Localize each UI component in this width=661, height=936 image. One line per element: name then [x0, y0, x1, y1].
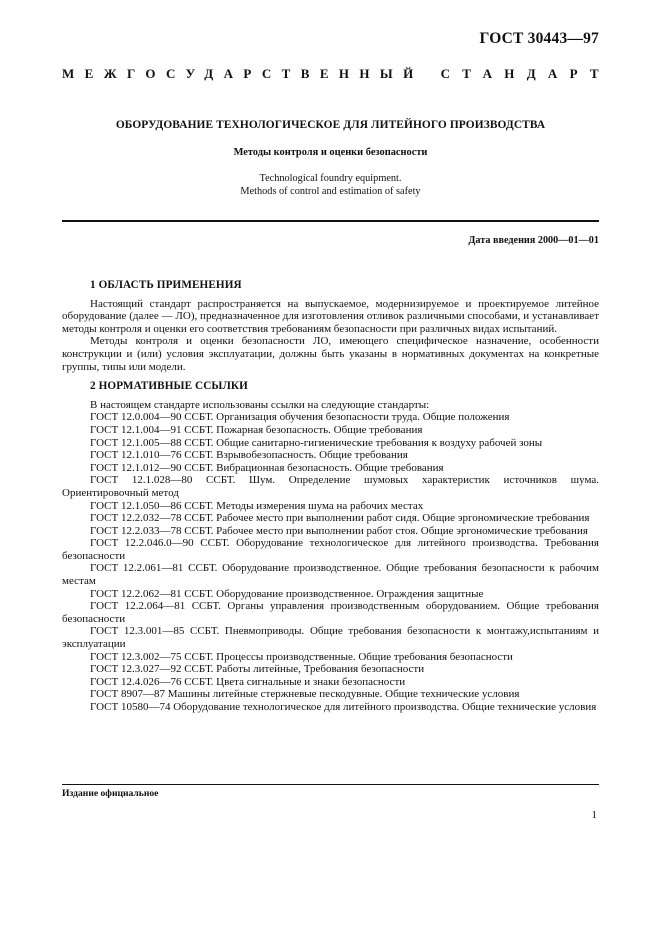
reference-item: ГОСТ 12.1.028—80 ССБТ. Шум. Определение шумовых характеристик источников шума. Ориентировочный метод — [62, 474, 599, 499]
standard-code: ГОСТ 30443—97 — [479, 30, 599, 47]
header-divider — [62, 220, 599, 222]
reference-item: ГОСТ 12.3.002—75 ССБТ. Процессы производственные. Общие требования безопасности — [90, 650, 513, 663]
banner-word-standard: СТАНДАРТ — [440, 66, 611, 81]
reference-item: ГОСТ 12.1.050—86 ССБТ. Методы измерения шума на рабочих местах — [90, 499, 424, 512]
reference-item: ГОСТ 12.0.004—90 ССБТ. Организация обучения безопасности труда. Общие положения — [90, 411, 510, 424]
english-title-line-1: Technological foundry equipment. — [259, 173, 402, 184]
english-title — [62, 172, 599, 198]
document-subtitle: Методы контроля и оценки безопасности — [233, 147, 428, 158]
reference-list — [62, 411, 599, 713]
reference-item: ГОСТ 8907—87 Машины литейные стержневые пескодувные. Общие технические условия — [90, 688, 520, 701]
reference-item: ГОСТ 10580—74 Оборудование технологическое для литейного производства. Общие технические условия — [90, 701, 597, 713]
reference-item: ГОСТ 12.1.010—76 ССБТ. Взрывобезопасность. Общие требования — [90, 449, 408, 462]
document-title: ОБОРУДОВАНИЕ ТЕХНОЛОГИЧЕСКОЕ ДЛЯ ЛИТЕЙНОГО ПРОИЗВОДСТВА — [115, 119, 546, 131]
footer-divider — [62, 784, 599, 785]
reference-item: ГОСТ 12.2.064—81 ССБТ. Органы управления производственным оборудованием. Общие требования безопасности — [62, 600, 599, 625]
section-1-paragraph-1: Настоящий стандарт распространяется на выпускаемое, модернизируемое и проектируемое литейное оборудование (далее — ЛО), предназначенное для изготовления отливок различными способами, и устанавливает методы контроля и оценки его соответствия требованиям безопасности при различных видах испытаний. — [62, 297, 599, 335]
page-number: 1 — [591, 809, 597, 821]
reference-item: ГОСТ 12.1.012—90 ССБТ. Вибрационная безопасность. Общие требования — [90, 461, 444, 474]
reference-item: ГОСТ 12.2.033—78 ССБТ. Рабочее место при выполнении работ стоя. Общие эргономические требования — [90, 524, 588, 537]
reference-item: ГОСТ 12.3.027—92 ССБТ. Работы литейные, Требования безопасности — [90, 663, 425, 676]
document-body — [62, 279, 599, 714]
reference-item: ГОСТ 12.3.001—85 ССБТ. Пневмоприводы. Общие требования безопасности к монтажу,испытаниям и эксплуатации — [62, 625, 599, 651]
section-1-paragraph-2: Методы контроля и оценки безопасности ЛО, имеющего специфическое назначение, особенности конструкции и (или) условия эксплуатации, должны быть указаны в нормативных документах на конкретные группы, типы или модели. — [62, 335, 599, 373]
reference-item: ГОСТ 12.2.062—81 ССБТ. Оборудование производственное. Ограждения защитные — [90, 587, 484, 600]
reference-item: ГОСТ 12.2.046.0—90 ССБТ. Оборудование технологическое для литейного производства. Требования безопасности — [62, 537, 599, 562]
section-2-intro: В настоящем стандарте использованы ссылки на следующие стандарты: — [90, 398, 430, 411]
reference-item: ГОСТ 12.1.004—91 ССБТ. Пожарная безопасность. Общие требования — [90, 423, 423, 436]
interstate-standard-banner — [62, 66, 611, 82]
banner-word-interstate: МЕЖГОСУДАРСТВЕННЫЙ — [62, 66, 424, 81]
section-1-heading: 1 ОБЛАСТЬ ПРИМЕНЕНИЯ — [90, 279, 242, 291]
reference-item: ГОСТ 12.2.032—78 ССБТ. Рабочее место при выполнении работ сидя. Общие эргономические требования — [90, 512, 590, 525]
english-title-line-2: Methods of control and estimation of safety — [240, 186, 421, 197]
introduction-date: Дата введения 2000—01—01 — [468, 235, 599, 246]
section-2-heading: 2 НОРМАТИВНЫЕ ССЫЛКИ — [90, 380, 248, 393]
reference-item: ГОСТ 12.1.005—88 ССБТ. Общие санитарно-гигиенические требования к воздуху рабочей зоны — [90, 436, 543, 449]
reference-item: ГОСТ 12.2.061—81 ССБТ. Оборудование производственное. Общие требования безопасности к рабочим местам — [62, 562, 599, 588]
reference-item: ГОСТ 12.4.026—76 ССБТ. Цвета сигнальные и знаки безопасности — [90, 675, 406, 688]
official-edition-label: Издание официальное — [62, 788, 159, 799]
